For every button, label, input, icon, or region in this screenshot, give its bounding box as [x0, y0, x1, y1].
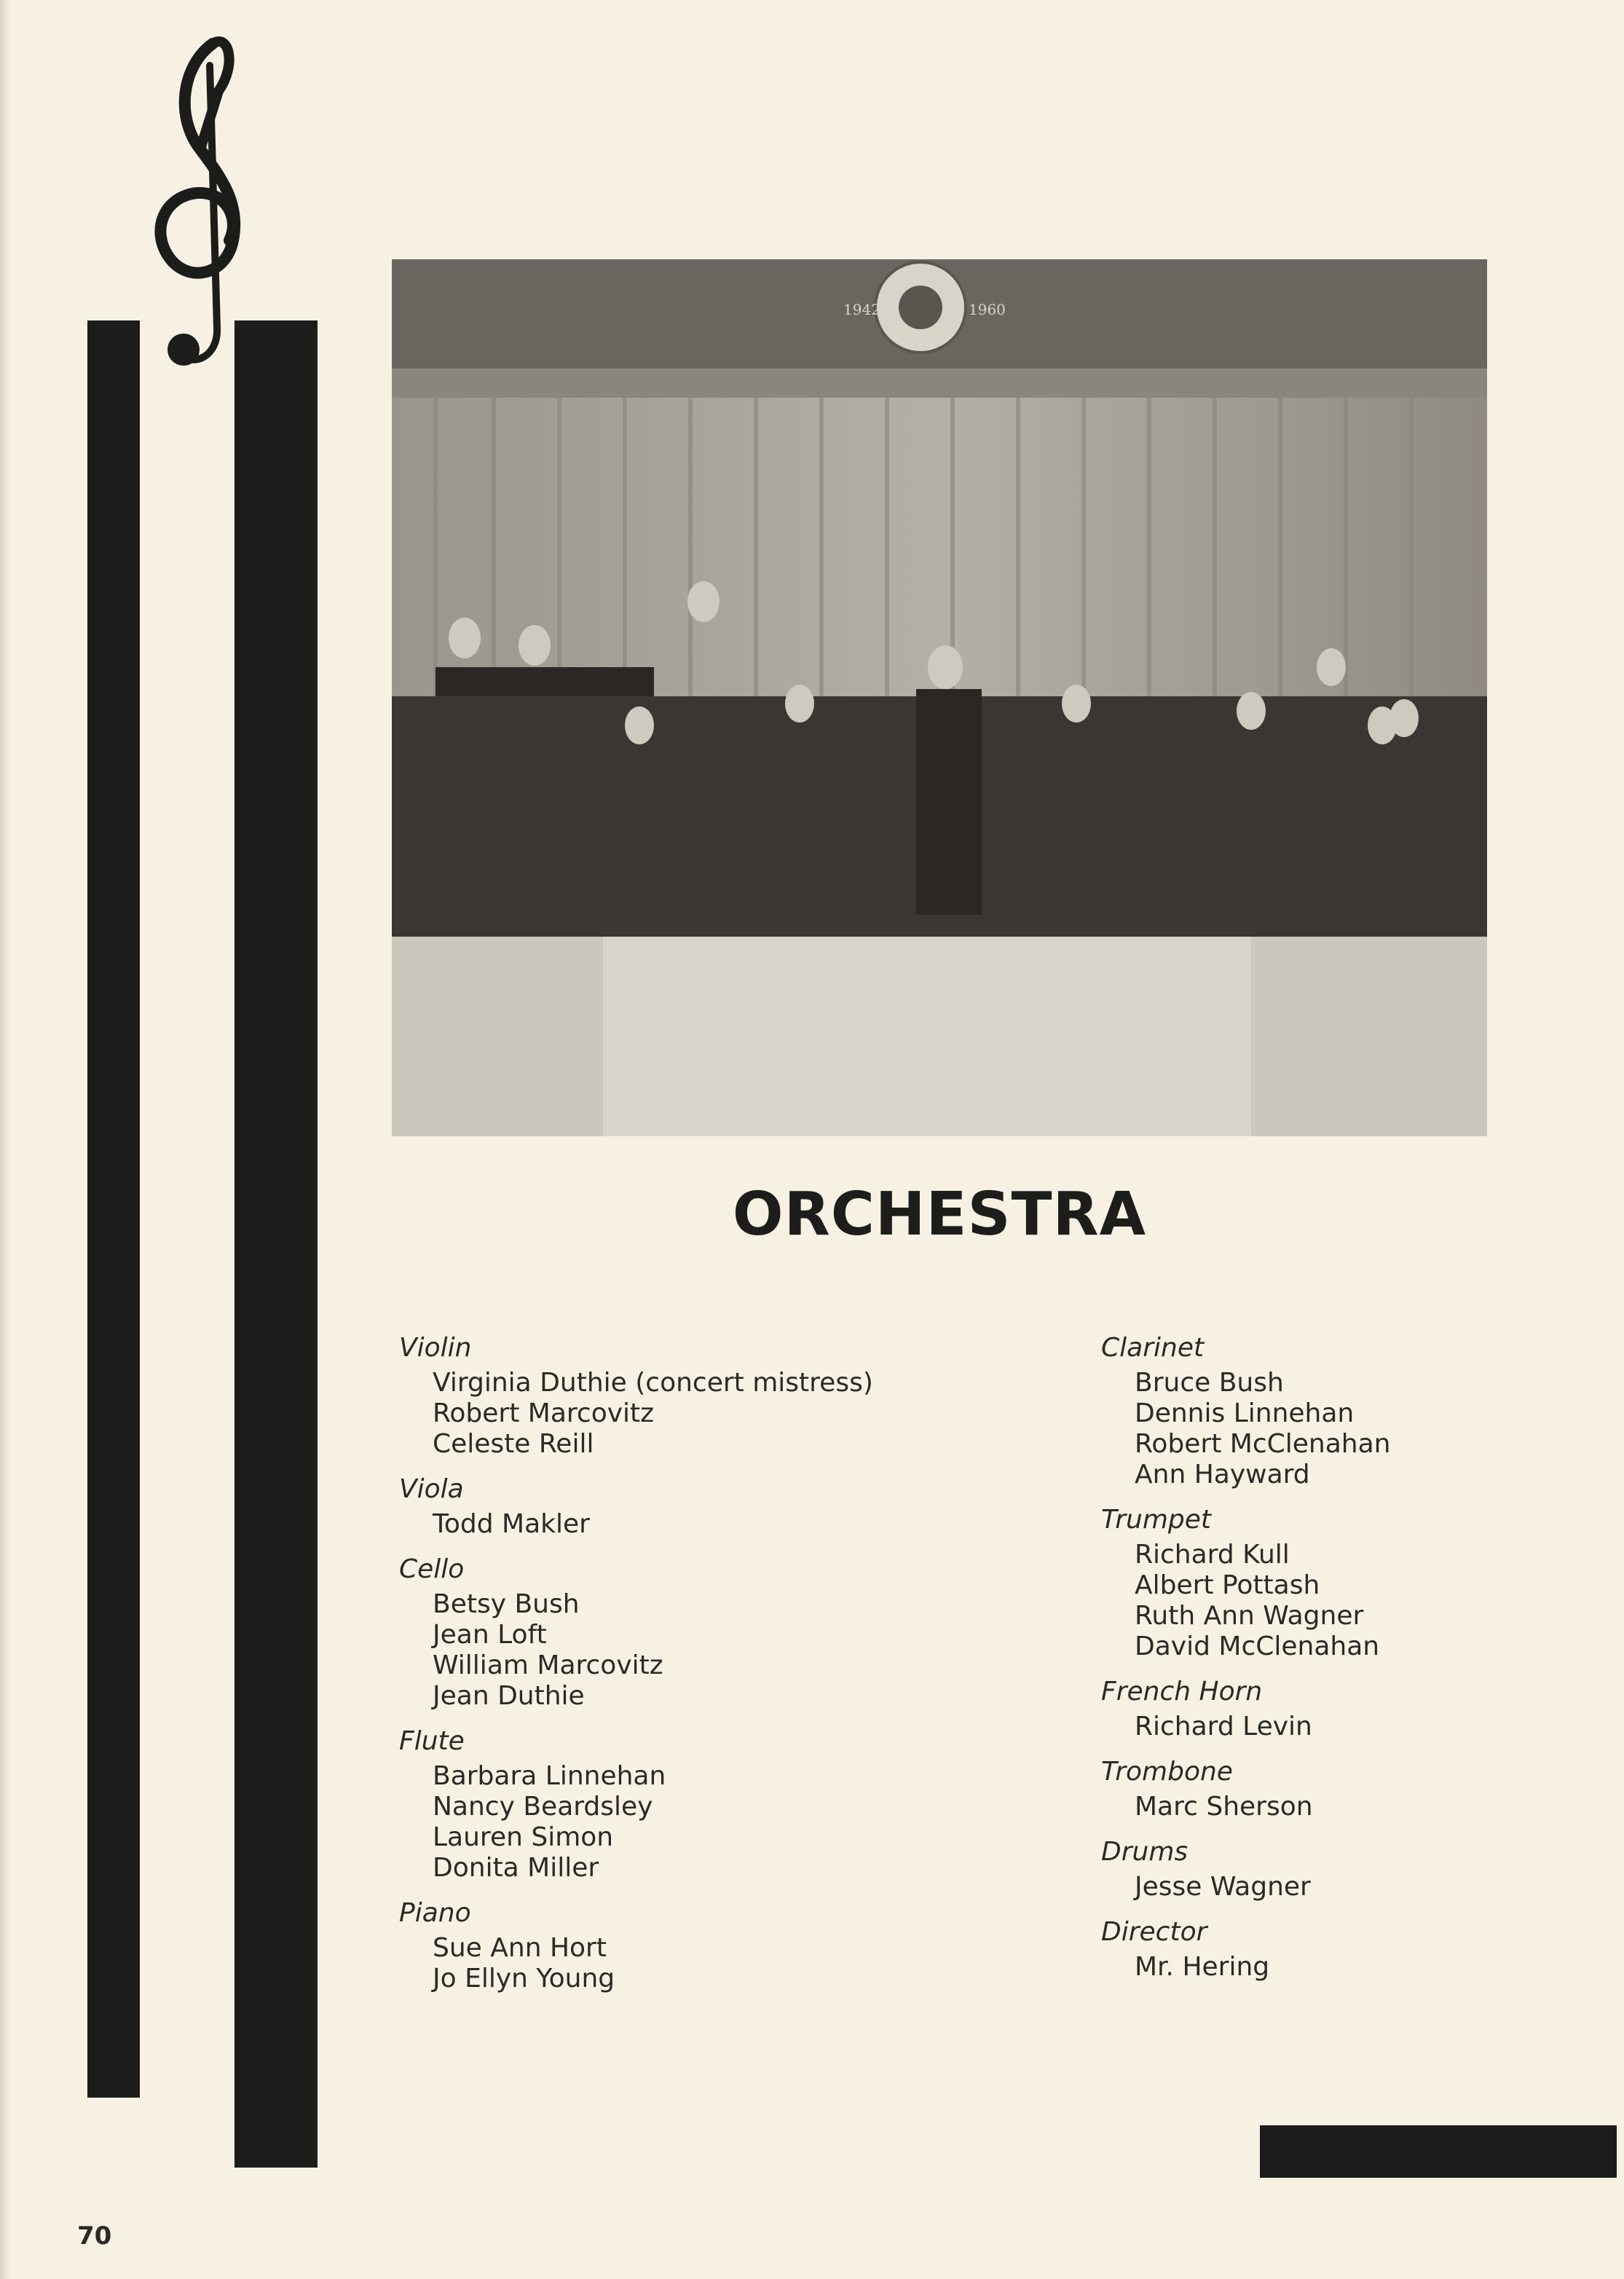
member-list — [1101, 1952, 1391, 1983]
page-number: 70 — [77, 2221, 112, 2251]
instrument-label: Clarinet — [1101, 1333, 1205, 1363]
instrument-label: Violin — [399, 1333, 472, 1363]
instrument-section — [399, 1474, 873, 1540]
member-name: Marc Sherson — [1135, 1792, 1313, 1822]
instrument-label: French Horn — [1101, 1677, 1263, 1707]
members-column-right — [1101, 1333, 1391, 1997]
member-list — [399, 1933, 873, 1994]
seal-year-left: 1942 — [843, 301, 880, 318]
member-name: Jo Ellyn Young — [433, 1964, 615, 1993]
instrument-section — [1101, 1757, 1391, 1822]
member-name: Dennis Linnehan — [1135, 1398, 1355, 1428]
member-list — [399, 1368, 873, 1460]
instrument-section — [399, 1726, 873, 1884]
instrument-label: Flute — [399, 1726, 465, 1756]
member-name: William Marcovitz — [433, 1650, 663, 1680]
member-name: Betsy Bush — [433, 1589, 580, 1619]
member-name: Nancy Beardsley — [433, 1792, 653, 1822]
instrument-label: Viola — [399, 1474, 464, 1504]
instrument-label: Drums — [1101, 1837, 1189, 1867]
instrument-section — [1101, 1505, 1391, 1662]
member-name: Virginia Duthie (concert mistress) — [433, 1368, 873, 1398]
member-list — [1101, 1872, 1391, 1902]
member-name: Jean Duthie — [433, 1681, 585, 1711]
instrument-section — [399, 1554, 873, 1712]
member-name: Donita Miller — [433, 1853, 599, 1883]
instrument-section — [1101, 1333, 1391, 1490]
member-name: Robert Marcovitz — [433, 1398, 655, 1428]
member-name: Richard Kull — [1135, 1540, 1290, 1570]
member-name: Ruth Ann Wagner — [1135, 1601, 1364, 1631]
member-list — [1101, 1540, 1391, 1662]
left-black-bar — [87, 320, 140, 2098]
member-list — [399, 1761, 873, 1884]
right-black-bar — [234, 320, 318, 2168]
member-name: Celeste Reill — [433, 1429, 594, 1459]
member-name: Albert Pottash — [1135, 1570, 1320, 1600]
members-column-left — [399, 1333, 873, 2009]
member-name: Todd Makler — [433, 1509, 590, 1539]
member-name: David McClenahan — [1135, 1631, 1380, 1661]
instrument-label: Cello — [399, 1554, 465, 1584]
member-list — [399, 1589, 873, 1712]
member-name: Barbara Linnehan — [433, 1761, 666, 1791]
member-name: Mr. Hering — [1135, 1952, 1270, 1982]
bottom-black-bar — [1260, 2125, 1617, 2178]
member-name: Lauren Simon — [433, 1822, 614, 1852]
seal-year-right: 1960 — [969, 301, 1006, 318]
member-name: Robert McClenahan — [1135, 1429, 1391, 1459]
member-name: Richard Levin — [1135, 1712, 1312, 1741]
instrument-section — [399, 1333, 873, 1460]
instrument-section — [1101, 1677, 1391, 1742]
member-list — [399, 1509, 873, 1540]
member-name: Sue Ann Hort — [433, 1933, 607, 1963]
instrument-section — [399, 1898, 873, 1994]
instrument-section — [1101, 1917, 1391, 1983]
member-name: Jesse Wagner — [1135, 1872, 1311, 1902]
instrument-section — [1101, 1837, 1391, 1902]
instrument-label: Piano — [399, 1898, 471, 1928]
instrument-label: Director — [1101, 1917, 1207, 1947]
member-list — [1101, 1712, 1391, 1742]
member-name: Bruce Bush — [1135, 1368, 1284, 1398]
orchestra-photo — [392, 259, 1487, 1136]
member-list — [1101, 1792, 1391, 1822]
page-title: ORCHESTRA — [732, 1180, 1147, 1249]
member-name: Jean Loft — [433, 1620, 547, 1650]
instrument-label: Trumpet — [1101, 1505, 1211, 1535]
member-name: Ann Hayward — [1135, 1460, 1310, 1489]
page-edge — [0, 0, 10, 2279]
instrument-label: Trombone — [1101, 1757, 1233, 1787]
member-list — [1101, 1368, 1391, 1490]
